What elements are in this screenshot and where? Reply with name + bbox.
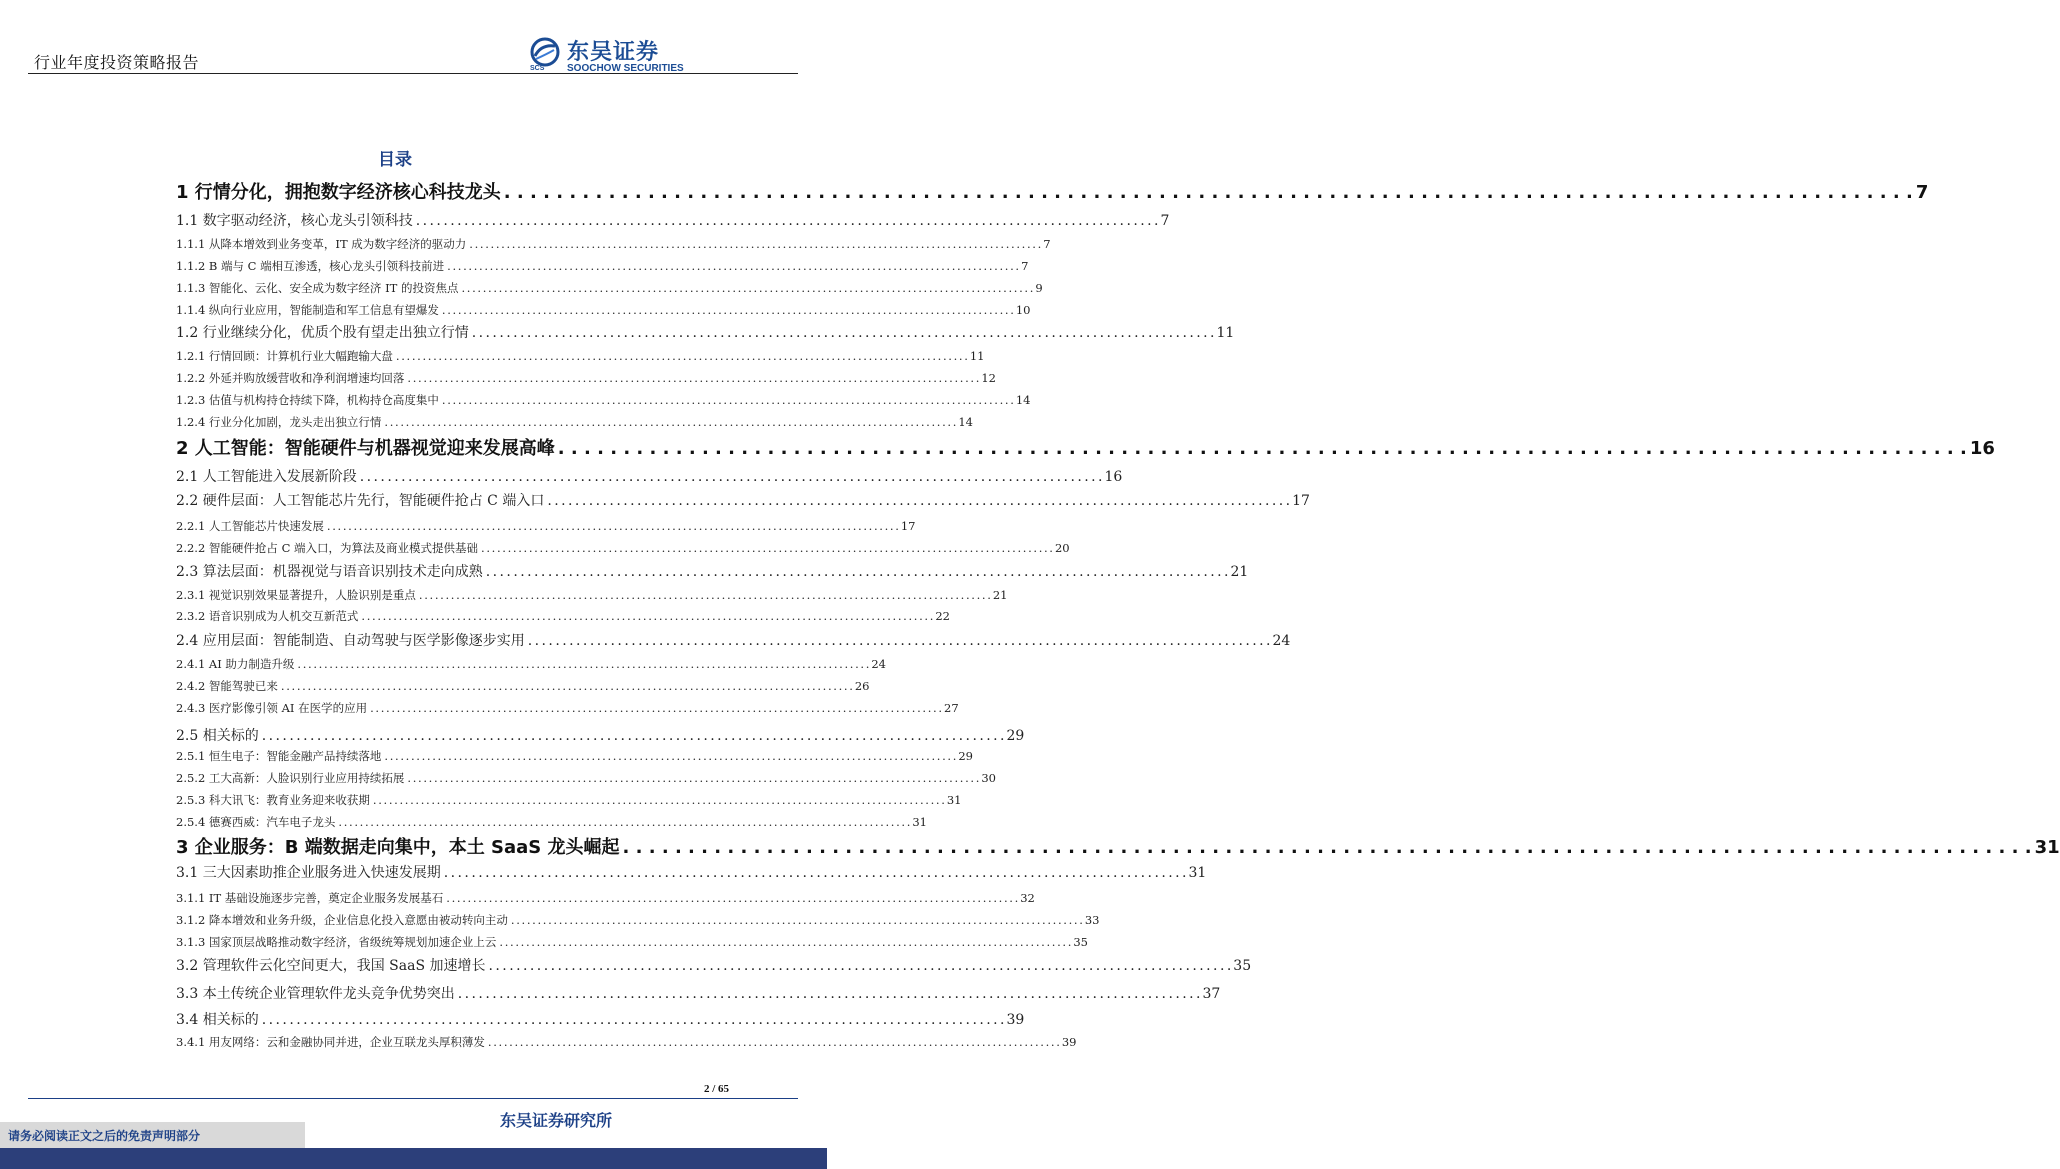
toc-entry-title: 2.3.2 语音识别成为人机交互新范式 (176, 609, 359, 623)
toc-entry-page: 29 (958, 749, 973, 763)
toc-entry-level-2[interactable] (176, 725, 1025, 745)
toc-entry-title: 2.5.2 工大高新：人脸识别行业应用持续拓展 (176, 771, 405, 785)
toc-entry-page: 33 (1084, 913, 1100, 927)
toc-dot-leader (407, 371, 978, 385)
toc-entry-page: 31 (1188, 865, 1207, 881)
disclaimer-text: 请务必阅读正文之后的免责声明部分 (8, 1129, 201, 1143)
toc-entry-title: 2.4.2 智能驾驶已来 (176, 679, 278, 693)
report-type-title: 行业年度投资策略报告 (34, 53, 200, 72)
toc-entry-level-1[interactable] (176, 434, 1995, 460)
toc-entry-title: 3.4 相关标的 (176, 1012, 259, 1028)
toc-dot-leader (511, 913, 1082, 927)
toc-dot-leader (370, 701, 941, 715)
toc-entry-title: 2.5.3 科大讯飞：教育业务迎来收获期 (176, 793, 370, 807)
toc-entry-page: 31 (912, 815, 927, 829)
toc-entry-level-2[interactable] (176, 490, 1310, 510)
toc-dot-leader (558, 438, 1967, 459)
toc-entry-level-3[interactable] (176, 348, 985, 364)
toc-entry-page: 31 (2034, 837, 2060, 858)
toc-entry-title: 1 行情分化，拥抱数字经济核心科技龙头 (176, 182, 501, 203)
disclaimer-band (0, 1122, 305, 1148)
toc-dot-leader (623, 837, 2032, 858)
toc-entry-title: 3.4.1 用友网络：云和金融协同并进，企业互联龙头厚积薄发 (176, 1035, 485, 1049)
toc-entry-title: 3.1.1 IT 基础设施逐步完善，奠定企业服务发展基石 (176, 891, 444, 905)
toc-entry-title: 1.2.1 行情回顾：计算机行业大幅跑输大盘 (176, 349, 393, 363)
toc-entry-level-3[interactable] (176, 678, 870, 694)
toc-entry-title: 2.5 相关标的 (176, 728, 259, 744)
toc-entry-title: 2.4.1 AI 助力制造升级 (176, 657, 295, 671)
toc-entry-level-2[interactable] (176, 466, 1123, 486)
toc-entry-title: 2.2 硬件层面：人工智能芯片先行，智能硬件抢占 C 端入口 (176, 493, 545, 509)
toc-dot-leader (444, 865, 1186, 881)
toc-entry-level-3[interactable] (176, 236, 1051, 252)
toc-dot-leader (489, 958, 1231, 974)
toc-dot-leader (297, 657, 868, 671)
toc-entry-page: 11 (1216, 325, 1235, 341)
toc-entry-title: 1.2.3 估值与机构持仓持续下降，机构持仓高度集中 (176, 393, 439, 407)
toc-entry-title: 1.1.3 智能化、云化、安全成为数字经济 IT 的投资焦点 (176, 281, 459, 295)
toc-entry-page: 16 (1969, 438, 1995, 459)
toc-entry-page: 7 (1021, 259, 1029, 273)
toc-dot-leader (419, 588, 990, 602)
toc-entry-page: 10 (1015, 303, 1031, 317)
toc-entry-title: 1.2.4 行业分化加剧，龙头走出独立行情 (176, 415, 382, 429)
toc-entry-page: 7 (1160, 213, 1170, 229)
toc-entry-level-3[interactable] (176, 540, 1070, 556)
toc-dot-leader (442, 303, 1013, 317)
toc-entry-page: 39 (1006, 1012, 1025, 1028)
toc-entry-title: 1.2.2 外延并购放缓营收和净利润增速均回落 (176, 371, 405, 385)
toc-dot-leader (373, 793, 944, 807)
toc-entry-title: 3.1 三大因素助推企业服务进入快速发展期 (176, 865, 441, 881)
toc-dot-leader (360, 469, 1102, 485)
toc-dot-leader (488, 1035, 1059, 1049)
toc-entry-page: 14 (958, 415, 973, 429)
toc-entry-level-3[interactable] (176, 518, 916, 534)
toc-entry-page: 21 (992, 588, 1008, 602)
toc-entry-page: 24 (871, 657, 886, 671)
toc-dot-leader (528, 633, 1270, 649)
logo-mark-icon (527, 38, 563, 68)
toc-dot-leader (281, 679, 852, 693)
logo-name: 东吴证券 (567, 40, 660, 65)
toc-entry-page: 9 (1035, 281, 1043, 295)
toc-entry-level-3[interactable] (176, 770, 996, 786)
toc-entry-title: 2.4 应用层面：智能制造、自动驾驶与医学影像逐步实用 (176, 633, 525, 649)
toc-entry-title: 1.2 行业继续分化，优质个股有望走出独立行情 (176, 325, 469, 341)
toc-entry-level-3[interactable] (176, 1034, 1077, 1050)
toc-dot-leader (442, 393, 1013, 407)
toc-entry-level-3[interactable] (176, 414, 973, 430)
toc-dot-leader (416, 213, 1158, 229)
toc-entry-level-3[interactable] (176, 370, 996, 386)
toc-entry-level-3[interactable] (176, 934, 1088, 950)
toc-entry-page: 12 (981, 371, 996, 385)
toc-entry-page: 11 (969, 349, 985, 363)
toc-entry-title: 3.3 本土传统企业管理软件龙头竞争优势突出 (176, 986, 455, 1002)
toc-entry-title: 2.3 算法层面：机器视觉与语音识别技术走向成熟 (176, 564, 483, 580)
toc-entry-page: 7 (1915, 182, 1929, 203)
toc-entry-title: 3 企业服务：B 端数据走向集中，本土 SaaS 龙头崛起 (176, 837, 620, 858)
toc-entry-title: 1.1.2 B 端与 C 端相互渗透，核心龙头引领科技前进 (176, 259, 445, 273)
toc-entry-page: 22 (935, 609, 950, 623)
toc-entry-title: 2 人工智能：智能硬件与机器视觉迎来发展高峰 (176, 438, 555, 459)
toc-dot-leader (499, 935, 1070, 949)
toc-entry-level-2[interactable] (176, 561, 1249, 581)
toc-entry-level-3[interactable] (176, 258, 1029, 274)
toc-dot-leader (384, 415, 955, 429)
toc-entry-page: 31 (946, 793, 962, 807)
toc-dot-leader (384, 749, 955, 763)
toc-dot-leader (407, 771, 978, 785)
toc-entry-level-3[interactable] (176, 656, 886, 672)
toc-title: 目录 (378, 150, 412, 170)
toc-entry-page: 26 (854, 679, 870, 693)
toc-dot-leader (447, 259, 1018, 273)
toc-entry-level-3[interactable] (176, 608, 950, 624)
toc-dot-leader (446, 891, 1017, 905)
company-logo (527, 38, 697, 78)
toc-entry-page: 24 (1272, 633, 1291, 649)
header-divider (28, 73, 798, 74)
toc-entry-level-3[interactable] (176, 280, 1043, 296)
toc-entry-page: 32 (1020, 891, 1035, 905)
toc-entry-title: 1.1 数字驱动经济，核心龙头引领科技 (176, 213, 413, 229)
toc-entry-level-2[interactable] (176, 862, 1207, 882)
page-number: 2 / 65 (703, 1083, 729, 1095)
toc-entry-level-2[interactable] (176, 955, 1252, 975)
toc-entry-page: 35 (1233, 958, 1252, 974)
toc-entry-title: 3.1.3 国家顶层战略推动数字经济，省级统筹规划加速企业上云 (176, 935, 497, 949)
logo-mark-text: SCS (530, 65, 545, 72)
toc-entry-level-3[interactable] (176, 700, 959, 716)
toc-entry-page: 17 (900, 519, 916, 533)
toc-entry-level-3[interactable] (176, 814, 927, 830)
toc-entry-level-2[interactable] (176, 210, 1170, 230)
toc-entry-level-1[interactable] (176, 833, 2060, 859)
toc-entry-level-2[interactable] (176, 983, 1221, 1003)
toc-entry-level-3[interactable] (176, 587, 1008, 603)
toc-dot-leader (338, 815, 909, 829)
toc-dot-leader (262, 728, 1004, 744)
toc-entry-level-2[interactable] (176, 630, 1291, 650)
toc-dot-leader (481, 541, 1052, 555)
toc-dot-leader (262, 1012, 1004, 1028)
toc-dot-leader (458, 986, 1200, 1002)
toc-entry-title: 2.2.2 智能硬件抢占 C 端入口，为算法及商业模式提供基础 (176, 541, 479, 555)
toc-entry-level-3[interactable] (176, 912, 1100, 928)
toc-entry-page: 21 (1230, 564, 1249, 580)
toc-entry-page: 7 (1043, 237, 1051, 251)
toc-entry-page: 29 (1006, 728, 1025, 744)
toc-entry-title: 1.1.4 纵向行业应用，智能制造和军工信息有望爆发 (176, 303, 439, 317)
toc-entry-page: 39 (1061, 1035, 1077, 1049)
toc-entry-level-3[interactable] (176, 792, 962, 808)
toc-entry-title: 2.3.1 视觉识别效果显著提升，人脸识别是重点 (176, 588, 416, 602)
toc-entry-title: 2.4.3 医疗影像引领 AI 在医学的应用 (176, 701, 368, 715)
toc-entry-title: 1.1.1 从降本增效到业务变革，IT 成为数字经济的驱动力 (176, 237, 467, 251)
toc-entry-title: 2.2.1 人工智能芯片快速发展 (176, 519, 324, 533)
toc-entry-level-3[interactable] (176, 890, 1035, 906)
toc-dot-leader (472, 325, 1214, 341)
toc-entry-level-3[interactable] (176, 748, 973, 764)
toc-dot-leader (396, 349, 967, 363)
toc-entry-title: 3.1.2 降本增效和业务升级，企业信息化投入意愿由被动转向主动 (176, 913, 508, 927)
toc-entry-page: 27 (944, 701, 959, 715)
toc-entry-title: 2.5.4 德赛西威：汽车电子龙头 (176, 815, 336, 829)
toc-entry-page: 35 (1073, 935, 1088, 949)
logo-english-name: SOOCHOW SECURITIES (567, 63, 684, 74)
toc-entry-page: 14 (1015, 393, 1031, 407)
research-institute-name: 东吴证券研究所 (500, 1111, 613, 1130)
toc-dot-leader (327, 519, 898, 533)
toc-dot-leader (361, 609, 932, 623)
toc-entry-title: 2.5.1 恒生电子：智能金融产品持续落地 (176, 749, 382, 763)
toc-entry-page: 20 (1054, 541, 1070, 555)
toc-dot-leader (461, 281, 1032, 295)
toc-dot-leader (486, 564, 1228, 580)
footer-bar (0, 1148, 827, 1169)
footer-divider (28, 1098, 798, 1099)
toc-dot-leader (469, 237, 1040, 251)
toc-entry-title: 3.2 管理软件云化空间更大，我国 SaaS 加速增长 (176, 958, 486, 974)
toc-entry-page: 37 (1202, 986, 1221, 1002)
toc-dot-leader (547, 493, 1289, 509)
toc-entry-level-2[interactable] (176, 1009, 1025, 1029)
toc-entry-level-2[interactable] (176, 322, 1235, 342)
toc-entry-level-3[interactable] (176, 392, 1031, 408)
toc-entry-page: 16 (1104, 469, 1123, 485)
toc-entry-title: 2.1 人工智能进入发展新阶段 (176, 469, 357, 485)
toc-dot-leader (504, 182, 1913, 203)
toc-entry-page: 30 (981, 771, 996, 785)
toc-entry-level-1[interactable] (176, 178, 1929, 204)
toc-entry-level-3[interactable] (176, 302, 1031, 318)
toc-entry-page: 17 (1292, 493, 1310, 509)
